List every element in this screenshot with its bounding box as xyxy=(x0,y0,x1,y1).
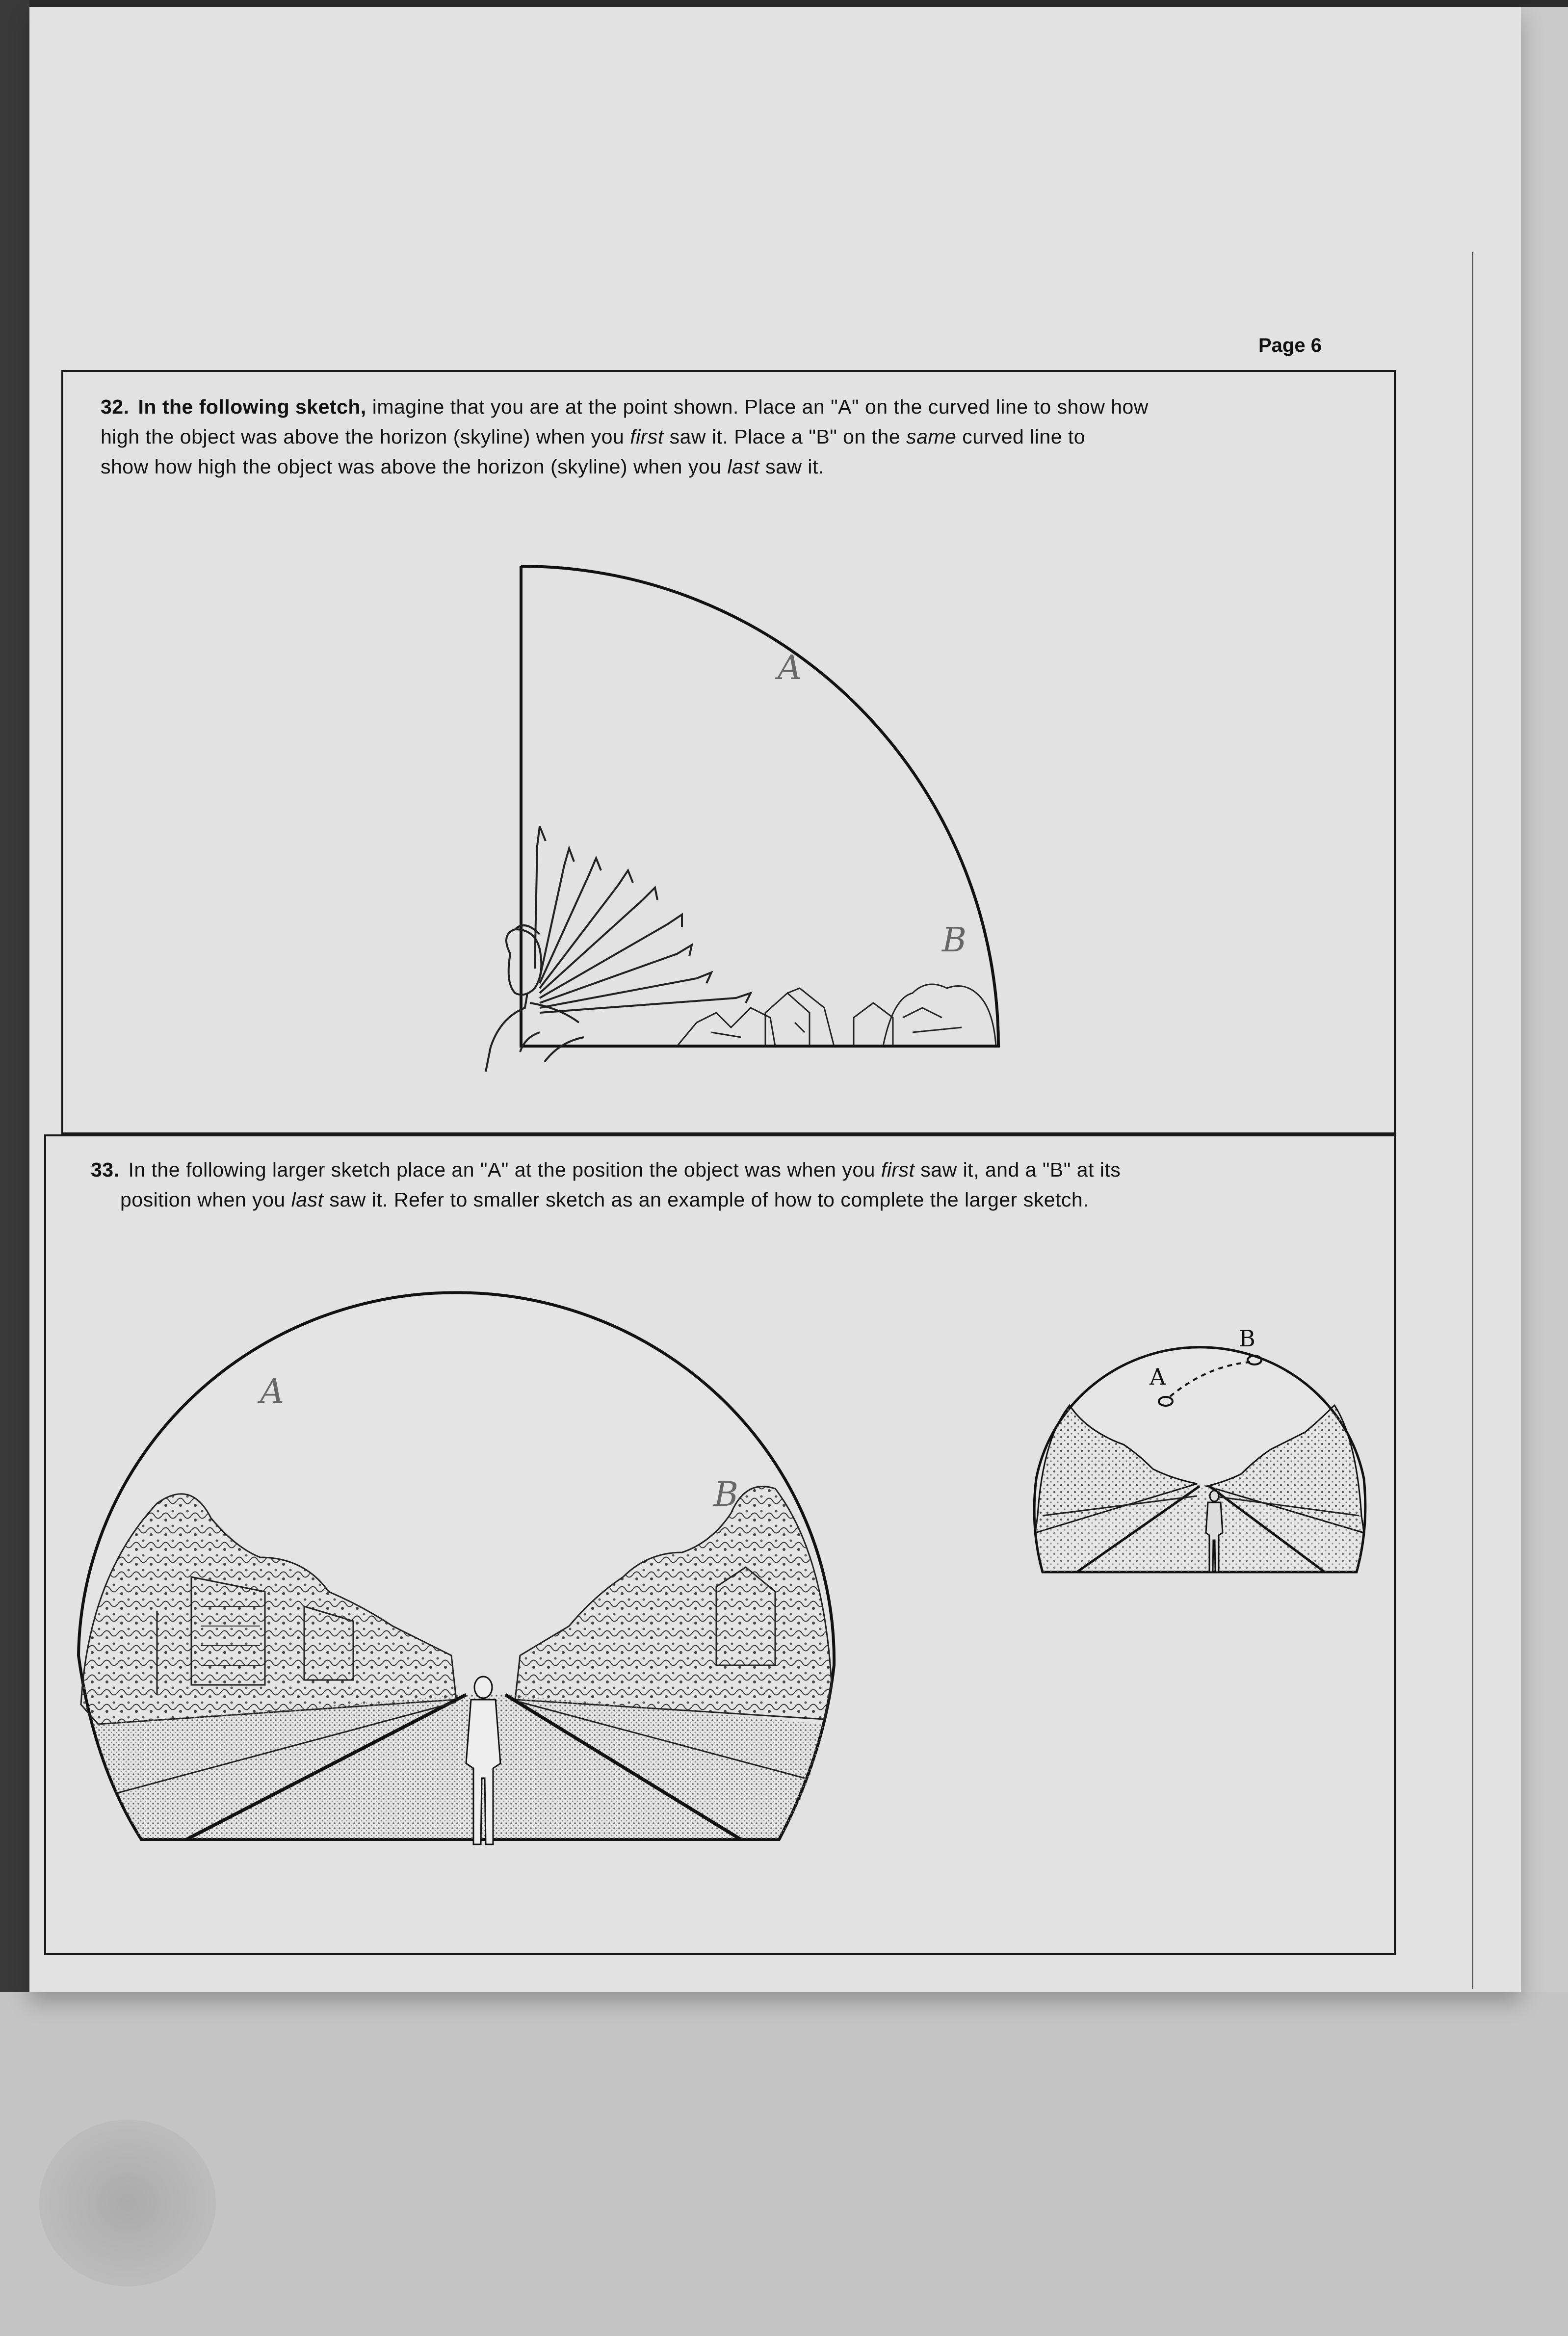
q33-sketches xyxy=(29,7,1521,1992)
q33-line2-b: saw it. Refer to smaller sketch as an example of how to complete the larger sketch. xyxy=(323,1188,1089,1211)
small-example-sketch xyxy=(1034,1325,1365,1572)
q33-line1-first: first xyxy=(881,1158,915,1181)
q33-line2-a: position when you xyxy=(120,1188,291,1211)
q32-line3-b: saw it. xyxy=(759,455,824,478)
page-number: Page 6 xyxy=(1258,335,1322,356)
q33-number: 33. xyxy=(91,1158,120,1181)
q32-line2-c: curved line to xyxy=(956,425,1086,448)
q33-line1-b: saw it, and a "B" at its xyxy=(915,1158,1121,1181)
example-label-a: A xyxy=(1150,1364,1166,1390)
q32-line1-lead: In the following sketch, xyxy=(138,395,366,418)
large-street-sketch xyxy=(78,1292,834,1844)
scan-left-edge xyxy=(0,0,29,2012)
q32-line2-b: saw it. Place a "B" on the xyxy=(663,425,907,448)
q33-line1-a: In the following larger sketch place an "A" at the position the object was when you xyxy=(128,1158,881,1181)
q32-number: 32. xyxy=(101,395,130,418)
document-page xyxy=(29,7,1521,1992)
q33-handwritten-b: B xyxy=(714,1475,738,1514)
background-smudge xyxy=(39,2120,216,2286)
q32-line1-rest: imagine that you are at the point shown. Place an "A" on the curved line to show how xyxy=(366,395,1149,418)
q33-line2-last: last xyxy=(291,1188,324,1211)
q33-handwritten-a: A xyxy=(260,1372,285,1411)
q32-handwritten-a: A xyxy=(778,649,802,687)
q32-line2-first: first xyxy=(630,425,664,448)
q32-line3-a: show how high the object was above the horizon (skyline) when you xyxy=(101,455,728,478)
q32-handwritten-b: B xyxy=(942,921,967,960)
example-label-b: B xyxy=(1239,1325,1255,1352)
scan-top-edge xyxy=(0,0,1568,7)
q32-line3-last: last xyxy=(727,455,760,478)
q32-line2-a: high the object was above the horizon (skyline) when you xyxy=(101,425,630,448)
scan-background xyxy=(0,1992,1568,2336)
q32-line2-same: same xyxy=(906,425,957,448)
